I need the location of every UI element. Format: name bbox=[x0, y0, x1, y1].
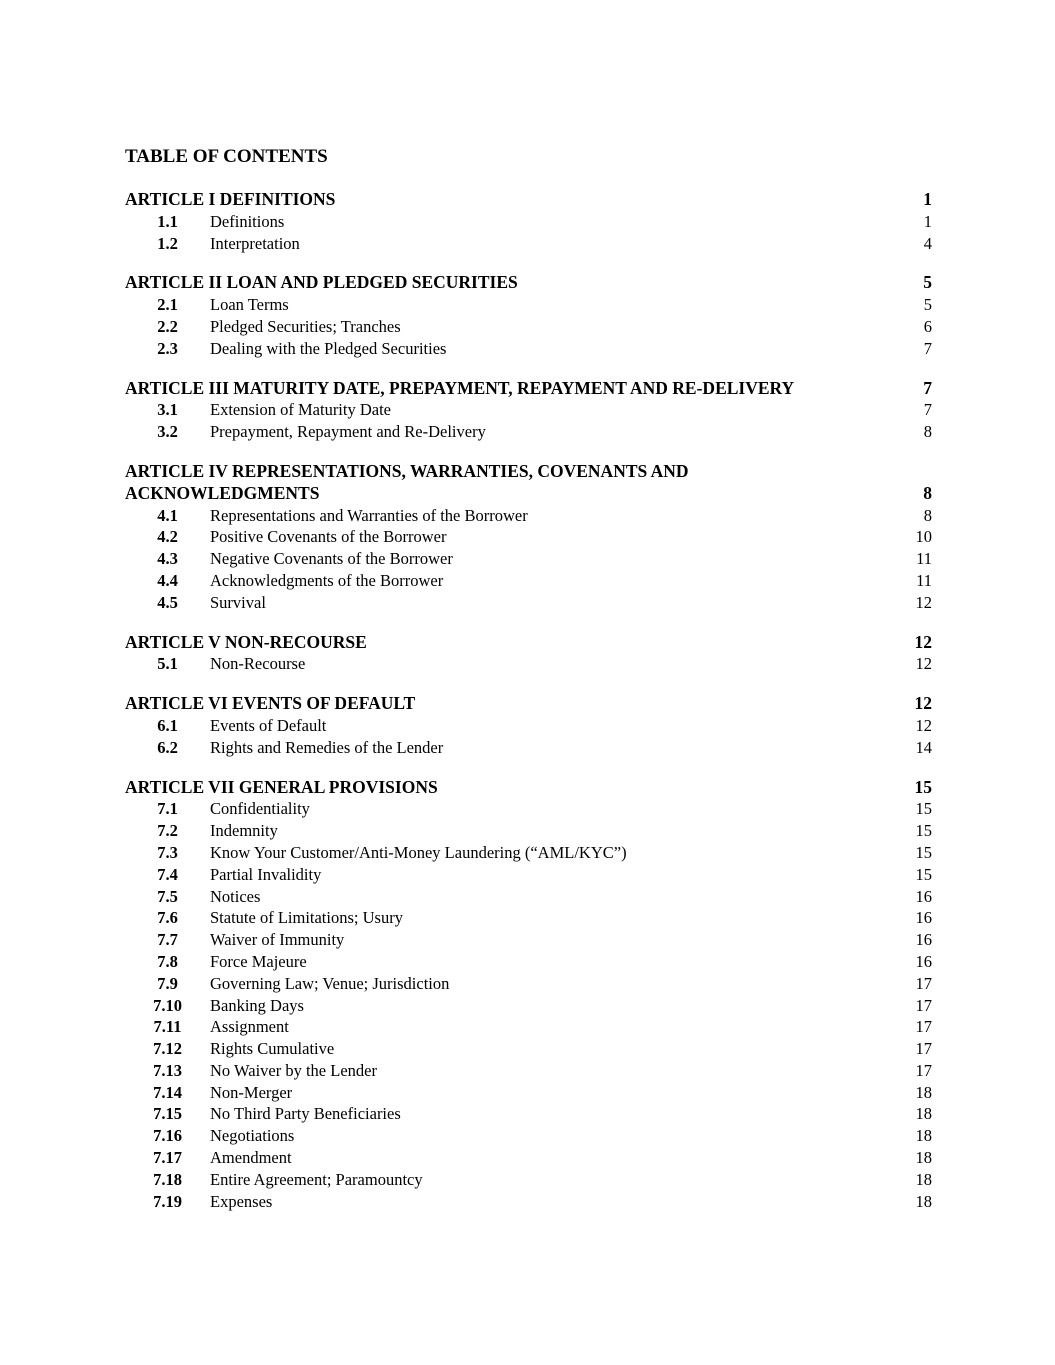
article-heading-text: ARTICLE IV REPRESENTATIONS, WARRANTIES, COVENANTS AND bbox=[125, 460, 689, 481]
section-title: Notices bbox=[210, 886, 261, 906]
toc-entry[interactable] bbox=[125, 951, 932, 973]
section-title: Extension of Maturity Date bbox=[210, 400, 392, 420]
section-title: Interpretation bbox=[210, 233, 300, 253]
article-block bbox=[125, 378, 932, 443]
toc-entry[interactable] bbox=[125, 1016, 932, 1038]
page-number: 15 bbox=[915, 821, 932, 841]
section-title: Force Majeure bbox=[210, 951, 307, 971]
section-title: Indemnity bbox=[210, 821, 278, 841]
toc-entry[interactable] bbox=[125, 505, 932, 527]
section-title: Survival bbox=[210, 592, 266, 612]
article-heading-text: ARTICLE I DEFINITIONS bbox=[125, 189, 336, 209]
article-heading[interactable] bbox=[125, 777, 932, 799]
section-number: 7.9 bbox=[157, 973, 178, 993]
section-number-cell bbox=[125, 421, 210, 443]
toc-entry[interactable] bbox=[125, 715, 932, 737]
section-number-cell bbox=[125, 929, 210, 951]
section-number-cell bbox=[125, 653, 210, 675]
page-number: 17 bbox=[915, 1060, 932, 1080]
section-number-cell bbox=[125, 995, 210, 1017]
section-number-cell bbox=[125, 820, 210, 842]
section-title: Definitions bbox=[210, 211, 285, 231]
section-number-cell bbox=[125, 1169, 210, 1191]
section-title: Dealing with the Pledged Securities bbox=[210, 338, 447, 358]
toc-entry[interactable] bbox=[125, 338, 932, 360]
article-block bbox=[125, 632, 932, 676]
toc-entry[interactable] bbox=[125, 798, 932, 820]
section-number: 7.8 bbox=[157, 951, 178, 971]
section-number-cell bbox=[125, 505, 210, 527]
section-title: Prepayment, Repayment and Re-Delivery bbox=[210, 422, 486, 442]
section-title: Confidentiality bbox=[210, 799, 310, 819]
section-number-cell bbox=[125, 1082, 210, 1104]
page-number: 18 bbox=[915, 1082, 932, 1102]
section-number: 2.2 bbox=[157, 316, 178, 336]
article-heading-text: ARTICLE VII GENERAL PROVISIONS bbox=[125, 776, 438, 797]
page-number: 12 bbox=[914, 693, 932, 714]
page-number: 15 bbox=[915, 864, 932, 884]
article-block bbox=[125, 189, 932, 254]
section-title: Rights Cumulative bbox=[210, 1039, 335, 1059]
article-block bbox=[125, 777, 932, 1213]
page-number: 14 bbox=[915, 737, 932, 757]
section-title: Pledged Securities; Tranches bbox=[210, 316, 401, 336]
section-title: Positive Covenants of the Borrower bbox=[210, 527, 447, 547]
page-number: 17 bbox=[915, 1039, 932, 1059]
section-number-cell bbox=[125, 294, 210, 316]
page-number: 12 bbox=[915, 654, 932, 674]
section-title: Representations and Warranties of the Borrower bbox=[210, 505, 528, 525]
section-number: 7.19 bbox=[153, 1191, 182, 1211]
section-number: 4.2 bbox=[157, 527, 178, 547]
section-number: 7.10 bbox=[153, 995, 182, 1015]
section-number: 3.2 bbox=[157, 422, 178, 442]
section-number: 3.1 bbox=[157, 400, 178, 420]
section-number-cell bbox=[125, 951, 210, 973]
section-number-cell bbox=[125, 886, 210, 908]
toc-entry[interactable] bbox=[125, 421, 932, 443]
section-number: 7.7 bbox=[157, 930, 178, 950]
section-title: Expenses bbox=[210, 1191, 273, 1211]
page-number: 11 bbox=[916, 549, 932, 569]
section-number-cell bbox=[125, 1016, 210, 1038]
section-number-cell bbox=[125, 715, 210, 737]
page-number: 12 bbox=[915, 592, 932, 612]
page-number: 16 bbox=[915, 930, 932, 950]
section-number-cell bbox=[125, 798, 210, 820]
page-number: 8 bbox=[923, 505, 932, 525]
toc-entry[interactable] bbox=[125, 995, 932, 1017]
section-number: 2.3 bbox=[157, 338, 178, 358]
section-title: Banking Days bbox=[210, 995, 304, 1015]
section-number-cell bbox=[125, 316, 210, 338]
section-number: 7.3 bbox=[157, 842, 178, 862]
toc-entry[interactable] bbox=[125, 316, 932, 338]
page-number: 10 bbox=[915, 527, 932, 547]
section-number-cell bbox=[125, 1125, 210, 1147]
page-number: 15 bbox=[915, 842, 932, 862]
toc-entry[interactable] bbox=[125, 233, 932, 255]
toc-entry[interactable] bbox=[125, 1147, 932, 1169]
section-number-cell bbox=[125, 1038, 210, 1060]
section-number: 1.2 bbox=[157, 233, 178, 253]
toc-entry[interactable] bbox=[125, 1038, 932, 1060]
section-number-cell bbox=[125, 233, 210, 255]
article-heading[interactable] bbox=[125, 189, 932, 211]
page-number: 18 bbox=[915, 1169, 932, 1189]
toc-entry[interactable] bbox=[125, 526, 932, 548]
toc-entry[interactable] bbox=[125, 1125, 932, 1147]
page-number: 17 bbox=[915, 995, 932, 1015]
page-number: 16 bbox=[915, 908, 932, 928]
section-number: 7.15 bbox=[153, 1104, 182, 1124]
section-title: Acknowledgments of the Borrower bbox=[210, 570, 444, 590]
page-number: 18 bbox=[915, 1126, 932, 1146]
section-title: Non-Recourse bbox=[210, 654, 306, 674]
section-number-cell bbox=[125, 548, 210, 570]
page-number: 15 bbox=[914, 776, 932, 797]
section-number: 7.17 bbox=[153, 1148, 182, 1168]
page-number: 5 bbox=[923, 272, 932, 293]
section-number-cell bbox=[125, 570, 210, 592]
section-title: Statute of Limitations; Usury bbox=[210, 908, 403, 928]
toc-entry[interactable] bbox=[125, 886, 932, 908]
toc-entry[interactable] bbox=[125, 1191, 932, 1213]
page-number: 7 bbox=[923, 400, 932, 420]
page-number: 8 bbox=[923, 482, 932, 503]
section-number-cell bbox=[125, 338, 210, 360]
article-heading-text: ACKNOWLEDGMENTS bbox=[125, 482, 320, 503]
section-number: 7.14 bbox=[153, 1082, 182, 1102]
section-title: Governing Law; Venue; Jurisdiction bbox=[210, 973, 450, 993]
section-title: Waiver of Immunity bbox=[210, 930, 345, 950]
page-number: 16 bbox=[915, 951, 932, 971]
toc-entry[interactable] bbox=[125, 929, 932, 951]
section-number: 7.11 bbox=[153, 1017, 182, 1037]
page-number: 15 bbox=[915, 799, 932, 819]
article-block bbox=[125, 461, 932, 614]
article-heading-text: ARTICLE II LOAN AND PLEDGED SECURITIES bbox=[125, 272, 518, 293]
section-number-cell bbox=[125, 399, 210, 421]
section-number: 6.2 bbox=[157, 737, 178, 757]
section-number: 5.1 bbox=[157, 654, 178, 674]
article-heading-text: ARTICLE VI EVENTS OF DEFAULT bbox=[125, 693, 416, 714]
toc-entry[interactable] bbox=[125, 1060, 932, 1082]
section-number-cell bbox=[125, 1191, 210, 1213]
toc-entry[interactable] bbox=[125, 737, 932, 759]
section-number-cell bbox=[125, 842, 210, 864]
article-heading[interactable] bbox=[125, 461, 932, 483]
toc-entry[interactable] bbox=[125, 820, 932, 842]
section-title: Assignment bbox=[210, 1017, 289, 1037]
toc-title: TABLE OF CONTENTS bbox=[125, 146, 328, 167]
page-number: 7 bbox=[923, 338, 932, 358]
section-title: No Third Party Beneficiaries bbox=[210, 1104, 401, 1124]
page-number: 12 bbox=[915, 715, 932, 735]
article-heading[interactable] bbox=[125, 632, 932, 654]
page-number: 17 bbox=[915, 973, 932, 993]
article-heading[interactable] bbox=[125, 378, 932, 400]
article-heading-text: ARTICLE III MATURITY DATE, PREPAYMENT, REPAYMENT AND RE-DELIVERY bbox=[125, 377, 795, 398]
toc-entry[interactable] bbox=[125, 592, 932, 614]
page-number: 6 bbox=[923, 316, 932, 336]
page-number: 18 bbox=[915, 1148, 932, 1168]
section-number-cell bbox=[125, 211, 210, 233]
page-number: 18 bbox=[915, 1104, 932, 1124]
page-number: 16 bbox=[915, 886, 932, 906]
section-number: 7.16 bbox=[153, 1126, 182, 1146]
toc-entry[interactable] bbox=[125, 842, 932, 864]
toc-entry[interactable] bbox=[125, 1169, 932, 1191]
toc-entry[interactable] bbox=[125, 907, 932, 929]
section-number: 7.13 bbox=[153, 1060, 182, 1080]
page-number: 17 bbox=[915, 1017, 932, 1037]
toc-entry[interactable] bbox=[125, 864, 932, 886]
section-number: 7.2 bbox=[157, 821, 178, 841]
section-title: Rights and Remedies of the Lender bbox=[210, 737, 444, 757]
section-number-cell bbox=[125, 737, 210, 759]
section-number-cell bbox=[125, 864, 210, 886]
page-number: 12 bbox=[914, 631, 932, 652]
section-number: 7.1 bbox=[157, 799, 178, 819]
section-title: Loan Terms bbox=[210, 295, 289, 315]
section-title: Amendment bbox=[210, 1148, 292, 1168]
toc-entry[interactable] bbox=[125, 1082, 932, 1104]
section-number-cell bbox=[125, 973, 210, 995]
section-title: Partial Invalidity bbox=[210, 864, 322, 884]
section-number-cell bbox=[125, 1060, 210, 1082]
section-title: Negative Covenants of the Borrower bbox=[210, 549, 453, 569]
section-number: 4.5 bbox=[157, 592, 178, 612]
toc-entry[interactable] bbox=[125, 1103, 932, 1125]
section-number: 7.12 bbox=[153, 1039, 182, 1059]
section-title: No Waiver by the Lender bbox=[210, 1060, 377, 1080]
section-number-cell bbox=[125, 1103, 210, 1125]
section-number: 4.4 bbox=[157, 570, 178, 590]
toc-entry[interactable] bbox=[125, 548, 932, 570]
article-heading[interactable] bbox=[125, 272, 932, 294]
section-number: 6.1 bbox=[157, 715, 178, 735]
toc-entry[interactable] bbox=[125, 399, 932, 421]
page-number: 8 bbox=[923, 422, 932, 442]
section-number-cell bbox=[125, 1147, 210, 1169]
section-title: Know Your Customer/Anti-Money Laundering (“AML/KYC”) bbox=[210, 842, 627, 862]
section-number-cell bbox=[125, 592, 210, 614]
page-number: 1 bbox=[923, 211, 932, 231]
article-heading[interactable] bbox=[125, 693, 932, 715]
toc-entry[interactable] bbox=[125, 294, 932, 316]
section-number: 7.6 bbox=[157, 908, 178, 928]
toc-entry[interactable] bbox=[125, 973, 932, 995]
page-number: 18 bbox=[915, 1191, 932, 1211]
article-block bbox=[125, 693, 932, 758]
section-number-cell bbox=[125, 907, 210, 929]
article-heading-text: ARTICLE V NON-RECOURSE bbox=[125, 631, 367, 652]
page-number: 7 bbox=[923, 377, 932, 398]
article-heading-continued[interactable] bbox=[125, 483, 932, 505]
section-title: Entire Agreement; Paramountcy bbox=[210, 1169, 423, 1189]
section-number: 7.18 bbox=[153, 1169, 182, 1189]
toc-list bbox=[125, 189, 932, 1212]
toc-page bbox=[125, 143, 932, 1212]
section-number: 7.5 bbox=[157, 886, 178, 906]
toc-entry[interactable] bbox=[125, 211, 932, 233]
section-number: 1.1 bbox=[157, 211, 178, 231]
section-title: Non-Merger bbox=[210, 1082, 293, 1102]
section-title: Events of Default bbox=[210, 715, 327, 735]
section-number: 2.1 bbox=[157, 295, 178, 315]
page-number: 5 bbox=[923, 295, 932, 315]
section-number: 4.3 bbox=[157, 549, 178, 569]
page-number: 4 bbox=[923, 233, 932, 253]
article-block bbox=[125, 272, 932, 359]
section-number: 7.4 bbox=[157, 864, 178, 884]
page-number: 1 bbox=[923, 189, 932, 209]
toc-entry[interactable] bbox=[125, 653, 932, 675]
page-number: 11 bbox=[916, 570, 932, 590]
toc-entry[interactable] bbox=[125, 570, 932, 592]
section-number-cell bbox=[125, 526, 210, 548]
section-title: Negotiations bbox=[210, 1126, 295, 1146]
section-number: 4.1 bbox=[157, 505, 178, 525]
